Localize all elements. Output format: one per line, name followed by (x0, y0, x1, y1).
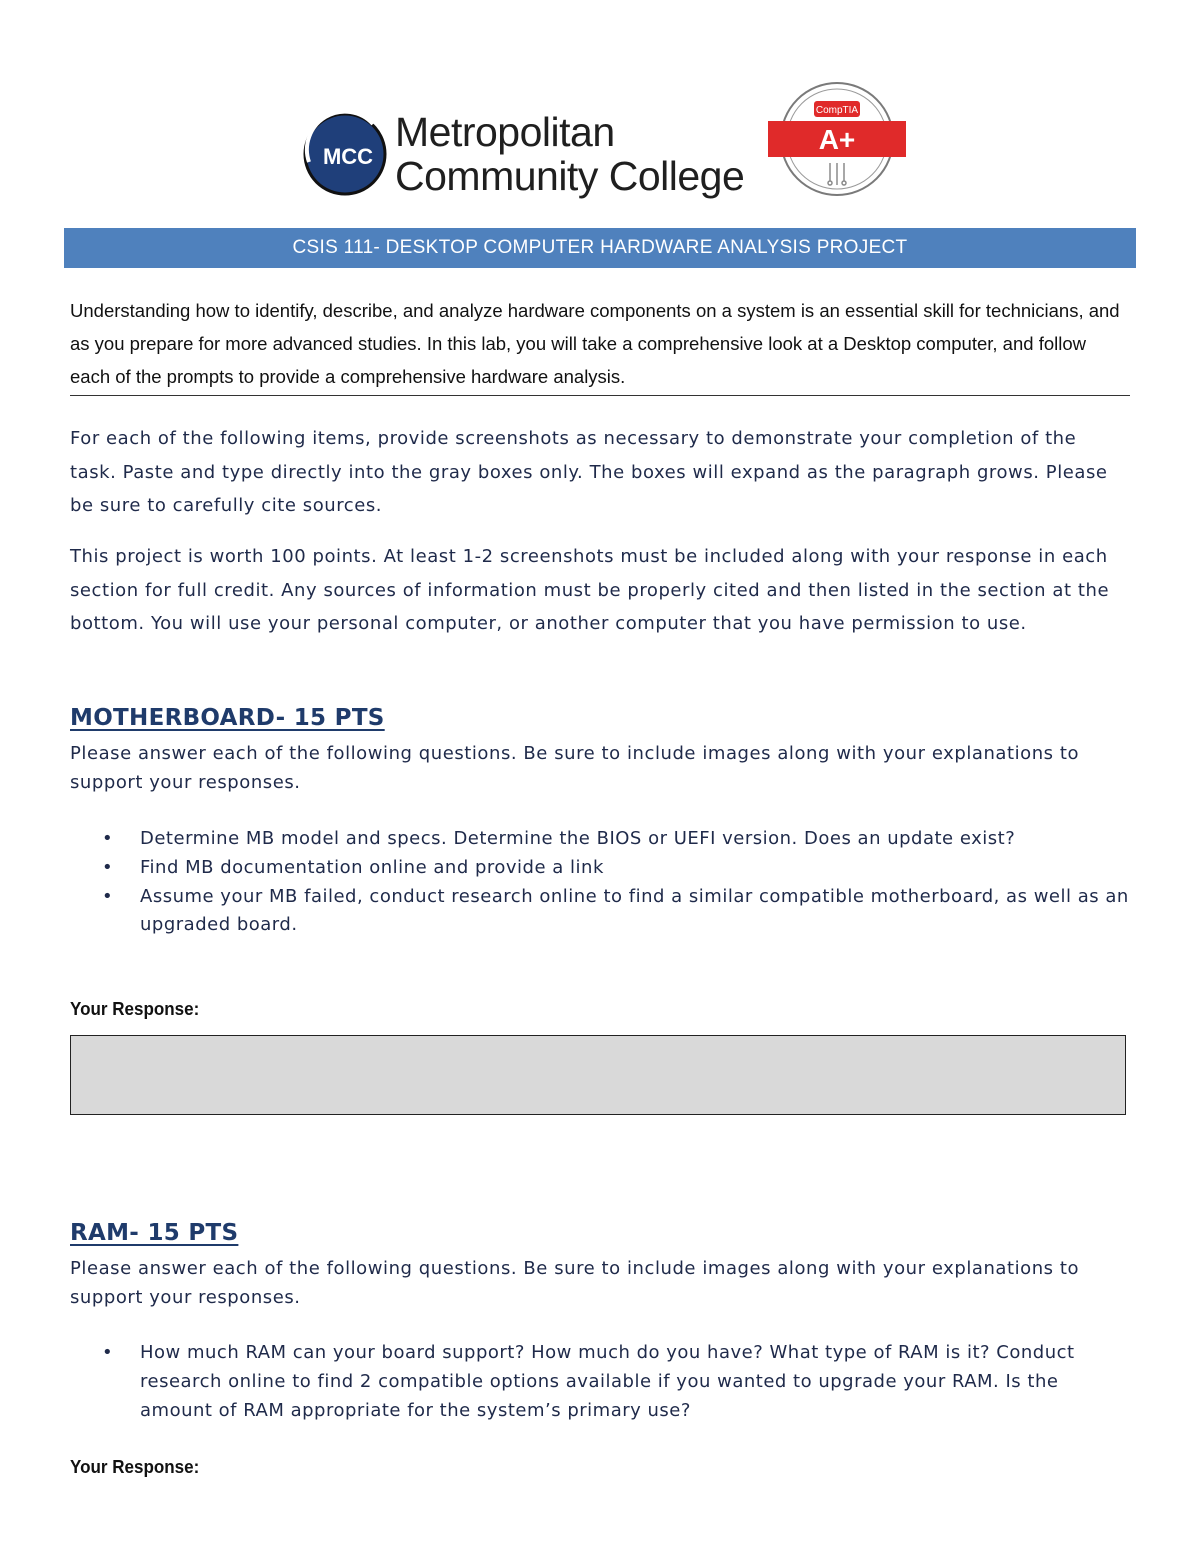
intro-paragraph: Understanding how to identify, describe, and analyze hardware components on a system is an essential skill for technicians, and as you prepare for more advanced studies. In this lab, you will take a comprehensive look at a Desktop computer, and follow each of the prompts to provide a comprehensive hardware analysis. (70, 294, 1130, 396)
bullet-icon: • (102, 828, 114, 849)
list-item (70, 854, 1130, 883)
bullet-list-motherboard (70, 825, 1130, 940)
list-item (70, 1339, 1130, 1425)
mcc-logo (303, 110, 743, 202)
comptia-a-plus-logo (766, 79, 908, 197)
document-title-bar: CSIS 111- DESKTOP COMPUTER HARDWARE ANALYSIS PROJECT (64, 228, 1136, 268)
instructions-paragraph-1: For each of the following items, provide screenshots as necessary to demonstrate your completion of the task. Paste and type directly into the gray boxes only. The boxes will expand as the paragraph grows. Please be sure to carefully cite sources. (70, 428, 1108, 516)
mcc-seal-icon (303, 112, 387, 196)
list-item (70, 825, 1130, 854)
mcc-wordmark-line2: Community College (395, 153, 745, 199)
bullet-text: Find MB documentation online and provide a link (140, 856, 604, 878)
bullet-text: Assume your MB failed, conduct research online to find a similar compatible motherboard, as well as an upgraded board. (140, 885, 1129, 936)
mcc-wordmark-line1: Metropolitan (395, 109, 615, 155)
mcc-wordmark (395, 110, 744, 198)
response-label-motherboard: Your Response: (70, 998, 200, 1019)
list-item (70, 883, 1130, 941)
comptia-cert-text: A+ (818, 124, 856, 155)
bullet-icon: • (102, 856, 114, 878)
response-label-ram: Your Response: (70, 1456, 200, 1477)
bullet-icon: • (102, 885, 114, 907)
section-subtitle-ram: Please answer each of the following questions. Be sure to include images along with your explanations to support your responses. (70, 1258, 1080, 1308)
comptia-brand-text: CompTIA (815, 105, 859, 116)
bullet-icon: • (102, 1342, 114, 1363)
mcc-seal-text: MCC (322, 144, 374, 169)
bullet-list-ram (70, 1339, 1130, 1425)
instructions-paragraph-2: This project is worth 100 points. At least 1-2 screenshots must be included along with your response in each section for full credit. Any sources of information must be properly cited and then listed in the section at the bottom. You will use your personal computer, or another computer that you have permission to use. (70, 546, 1110, 634)
bullet-text: How much RAM can your board support? How much do you have? What type of RAM is it? Conduct research online to find 2 compatible options available if you wanted to upgrade your RAM. Is the amount of RAM appropriate for the system’s primary use? (140, 1342, 1075, 1421)
section-subtitle-motherboard: Please answer each of the following questions. Be sure to include images along with your explanations to support your responses. (70, 743, 1080, 793)
section-heading-ram: RAM- 15 PTS (70, 1220, 239, 1246)
bullet-text: Determine MB model and specs. Determine the BIOS or UEFI version. Does an update exist? (140, 828, 1016, 849)
response-box-motherboard[interactable] (70, 1035, 1126, 1115)
section-heading-motherboard: MOTHERBOARD- 15 PTS (70, 705, 385, 731)
